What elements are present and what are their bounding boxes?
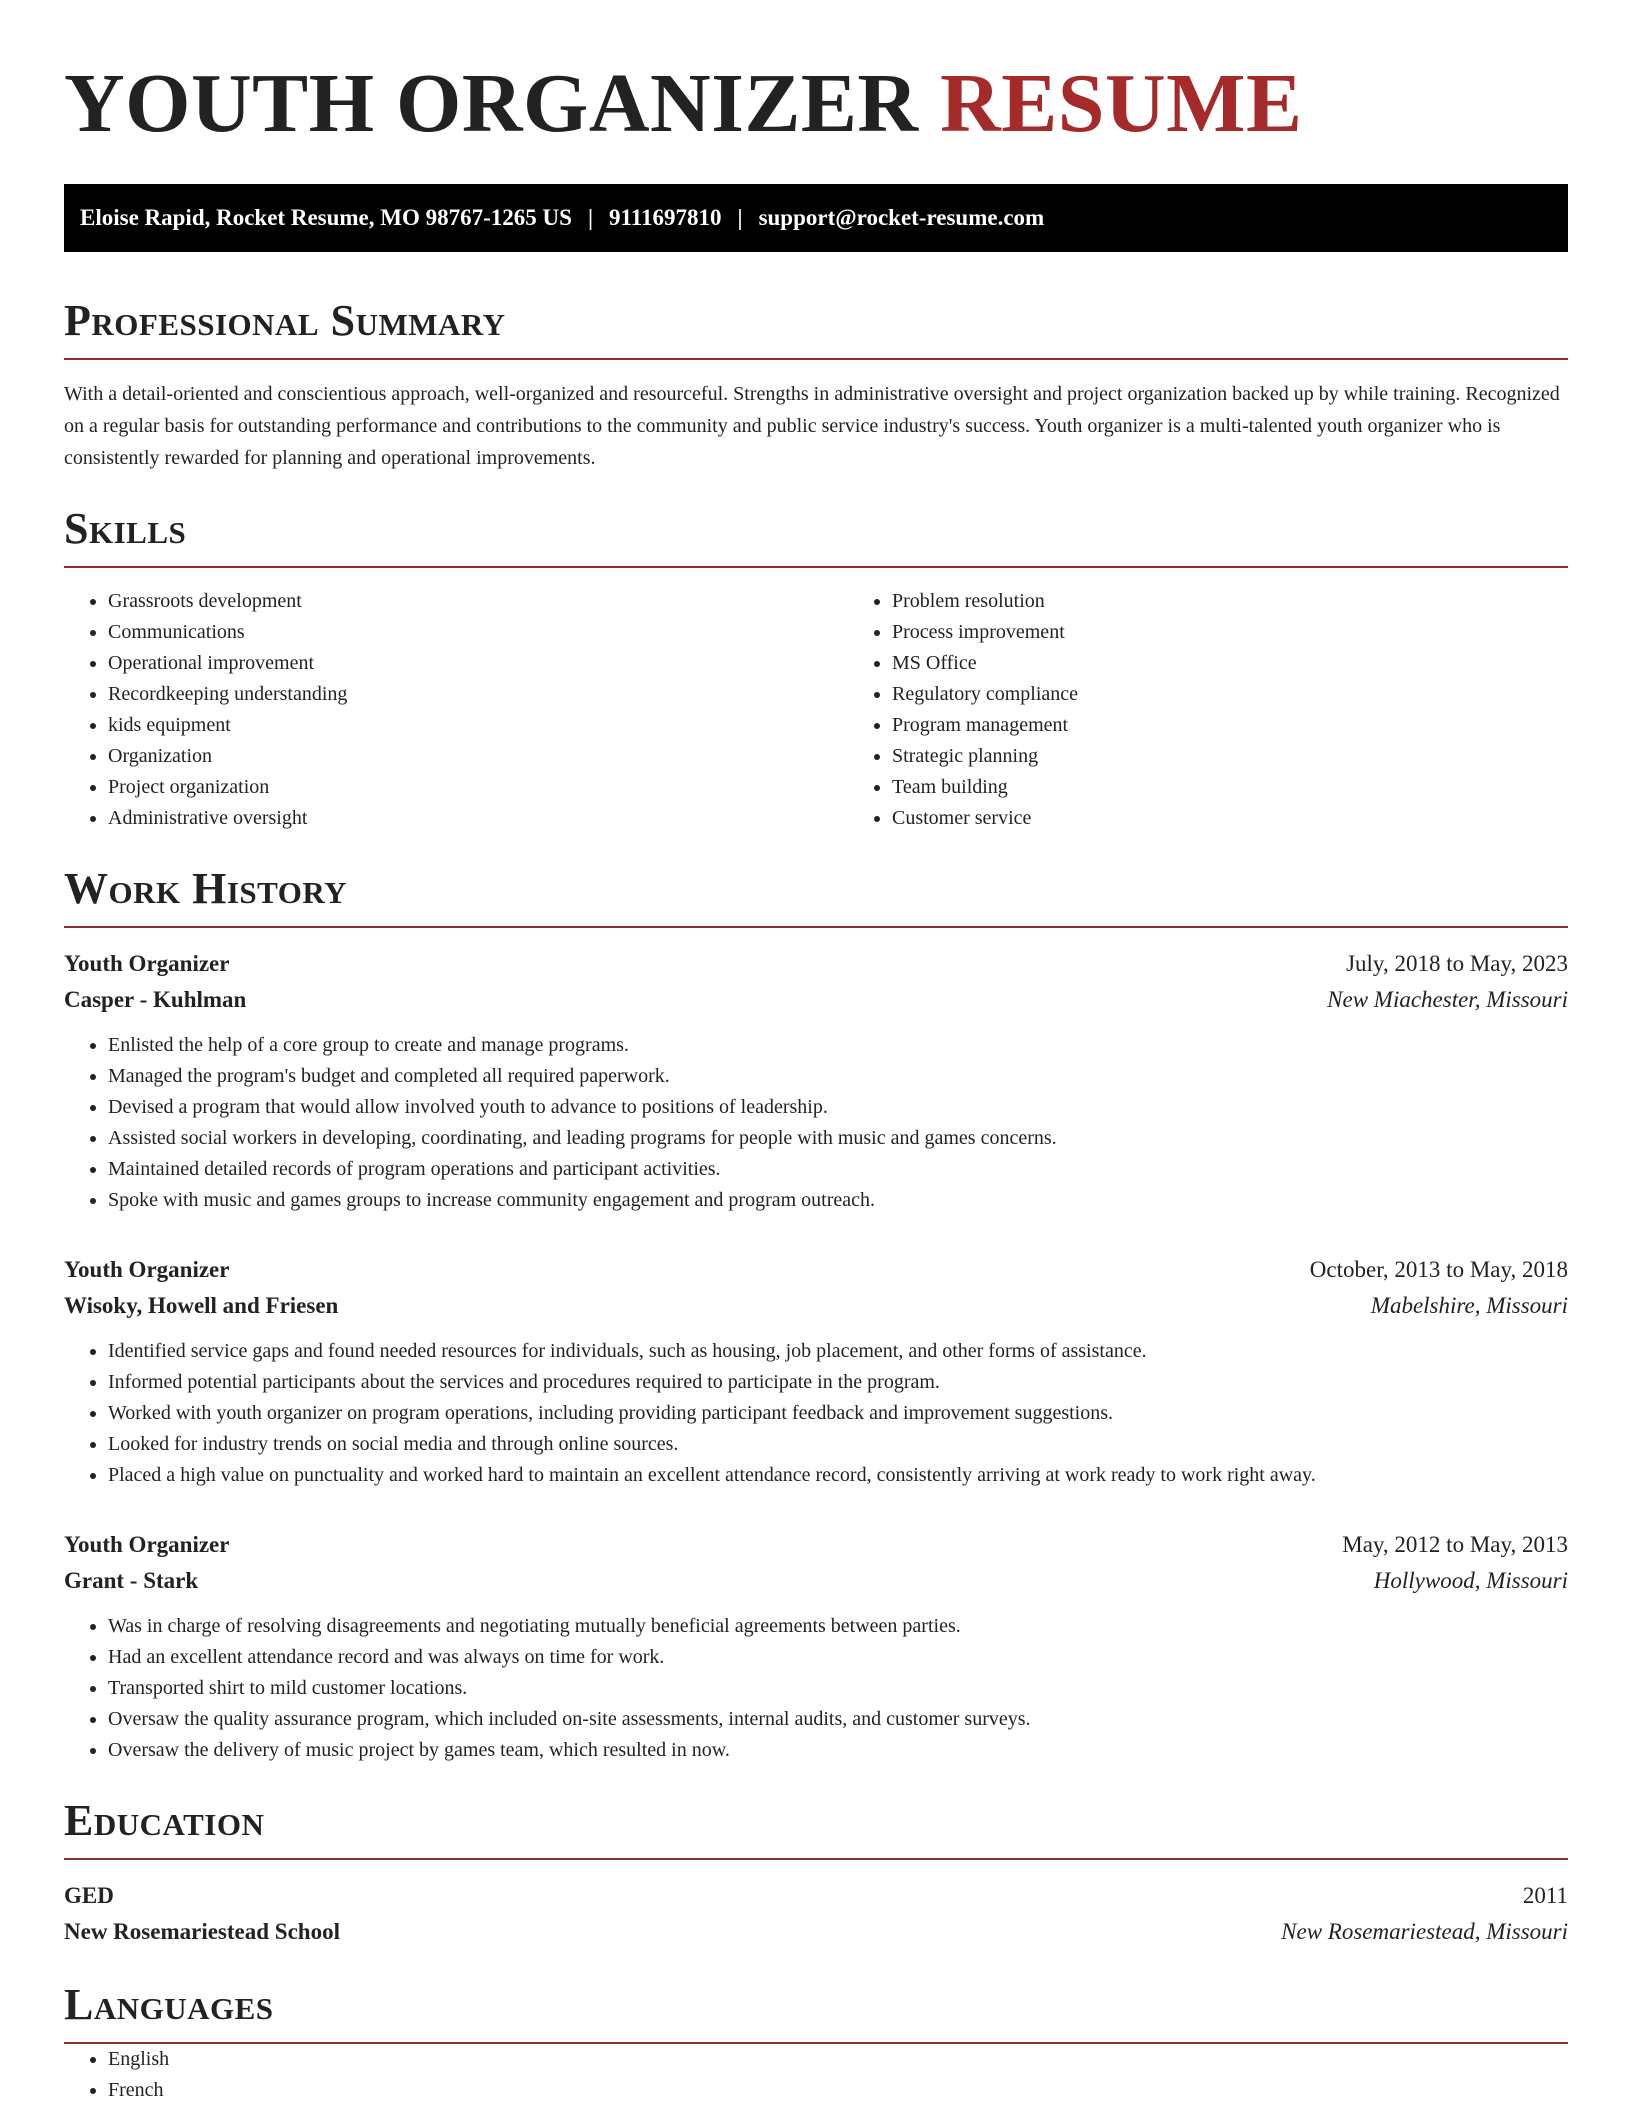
resume-title <box>64 58 1568 150</box>
work-history-section <box>64 864 1568 1766</box>
summary-text: With a detail-oriented and conscientious approach, well-organized and resourceful. Strengths in administrative oversight and project organization backed up by while training. Recognized on a regular basis for outstanding performance and contributions to the community and public service industry's success. Youth organizer is a multi-talented youth organizer who is consistently rewarded for planning and operational improvements. <box>64 383 1560 469</box>
education-location: New Rosemariestead, Missouri <box>1281 1919 1568 1944</box>
education-section <box>64 1796 1568 1950</box>
education-school: New Rosemariestead School <box>64 1919 340 1944</box>
job-location: Hollywood, Missouri <box>1373 1568 1568 1593</box>
skill-item: • Project organization <box>108 772 848 803</box>
job-bullet: • Looked for industry trends on social media and through online sources. <box>108 1429 1568 1460</box>
job-bullets <box>64 1030 1568 1216</box>
job-bullets <box>64 1611 1568 1766</box>
job-dates: July, 2018 to May, 2023 <box>1346 951 1568 976</box>
title-accent: RESUME <box>940 57 1303 150</box>
skill-item: • Organization <box>108 741 848 772</box>
job-entry <box>64 1252 1568 1491</box>
job-company-row <box>64 1288 1568 1324</box>
job-bullet: • Informed potential participants about the services and procedures required to participate in the program. <box>108 1367 1568 1398</box>
job-bullet: • Worked with youth organizer on program operations, including providing participant feedback and improvement suggestions. <box>108 1398 1568 1429</box>
job-company-row <box>64 1563 1568 1599</box>
education-entry <box>64 1878 1568 1950</box>
language-item: • English <box>108 2044 1568 2075</box>
education-year: 2011 <box>1522 1883 1568 1908</box>
skill-item: • Program management <box>892 710 1568 741</box>
job-bullet: • Assisted social workers in developing, coordinating, and leading programs for people with music and games concerns. <box>108 1123 1568 1154</box>
job-bullet: • Enlisted the help of a core group to create and manage programs. <box>108 1030 1568 1061</box>
job-bullet: • Had an excellent attendance record and was always on time for work. <box>108 1642 1568 1673</box>
contact-bar <box>64 184 1568 252</box>
job-bullet: • Devised a program that would allow involved youth to advance to positions of leadership. <box>108 1092 1568 1123</box>
job-location: Mabelshire, Missouri <box>1370 1293 1568 1318</box>
skill-item: • Operational improvement <box>108 648 848 679</box>
skill-item: • kids equipment <box>108 710 848 741</box>
job-title-row <box>64 946 1568 982</box>
job-bullet: • Oversaw the delivery of music project by games team, which resulted in now. <box>108 1735 1568 1766</box>
job-company: Wisoky, Howell and Friesen <box>64 1293 339 1318</box>
job-title-row <box>64 1252 1568 1288</box>
job-bullet: • Was in charge of resolving disagreements and negotiating mutually beneficial agreements between parties. <box>108 1611 1568 1642</box>
section-heading: Work History <box>64 864 1568 928</box>
skill-item: • Strategic planning <box>892 741 1568 772</box>
section-heading: Skills <box>64 504 1568 568</box>
job-bullet: • Spoke with music and games groups to increase community engagement and program outreach. <box>108 1185 1568 1216</box>
skills-columns <box>64 586 1568 834</box>
job-bullet: • Placed a high value on punctuality and worked hard to maintain an excellent attendance record, consistently arriving at work ready to work right away. <box>108 1460 1568 1491</box>
language-item: • French <box>108 2075 1568 2106</box>
languages-section <box>64 1980 1568 2106</box>
section-heading: Professional Summary <box>64 296 1568 360</box>
contact-email: support@rocket-resume.com <box>758 205 1045 230</box>
job-bullet: • Managed the program's budget and completed all required paperwork. <box>108 1061 1568 1092</box>
contact-separator: | <box>587 205 594 230</box>
skill-item: • Grassroots development <box>108 586 848 617</box>
title-main: YOUTH ORGANIZER <box>64 57 919 150</box>
job-bullets <box>64 1336 1568 1491</box>
skill-item: • Communications <box>108 617 848 648</box>
languages-list <box>64 2044 1568 2106</box>
section-heading: Education <box>64 1796 1568 1860</box>
skill-item: • MS Office <box>892 648 1568 679</box>
job-company: Casper - Kuhlman <box>64 987 247 1012</box>
skills-section <box>64 504 1568 834</box>
skill-item: • Recordkeeping understanding <box>108 679 848 710</box>
job-bullet: • Identified service gaps and found needed resources for individuals, such as housing, job placement, and other forms of assistance. <box>108 1336 1568 1367</box>
job-bullet: • Maintained detailed records of program operations and participant activities. <box>108 1154 1568 1185</box>
skills-list-left <box>64 586 848 834</box>
job-bullet: • Transported shirt to mild customer locations. <box>108 1673 1568 1704</box>
job-title: Youth Organizer <box>64 1257 230 1282</box>
contact-phone: 9111697810 <box>609 205 722 230</box>
section-heading: Languages <box>64 1980 1568 2044</box>
job-company-row <box>64 982 1568 1018</box>
education-degree-row <box>64 1878 1568 1914</box>
job-location: New Miachester, Missouri <box>1327 987 1568 1012</box>
job-dates: May, 2012 to May, 2013 <box>1342 1532 1568 1557</box>
skill-item: • Problem resolution <box>892 586 1568 617</box>
skill-item: • Process improvement <box>892 617 1568 648</box>
education-degree: GED <box>64 1883 114 1908</box>
skill-item: • Regulatory compliance <box>892 679 1568 710</box>
job-entry <box>64 1527 1568 1766</box>
job-bullet: • Oversaw the quality assurance program, which included on-site assessments, internal audits, and customer surveys. <box>108 1704 1568 1735</box>
summary-section <box>64 296 1568 474</box>
skill-item: • Administrative oversight <box>108 803 848 834</box>
job-title: Youth Organizer <box>64 951 230 976</box>
education-school-row <box>64 1914 1568 1950</box>
job-title-row <box>64 1527 1568 1563</box>
job-entry <box>64 946 1568 1216</box>
skill-item: • Team building <box>892 772 1568 803</box>
contact-address: Eloise Rapid, Rocket Resume, MO 98767-1265 US <box>80 205 572 230</box>
skill-item: • Customer service <box>892 803 1568 834</box>
job-title: Youth Organizer <box>64 1532 230 1557</box>
contact-separator: | <box>737 205 743 230</box>
skills-list-right <box>848 586 1568 834</box>
job-company: Grant - Stark <box>64 1568 199 1593</box>
job-dates: October, 2013 to May, 2018 <box>1309 1257 1568 1282</box>
